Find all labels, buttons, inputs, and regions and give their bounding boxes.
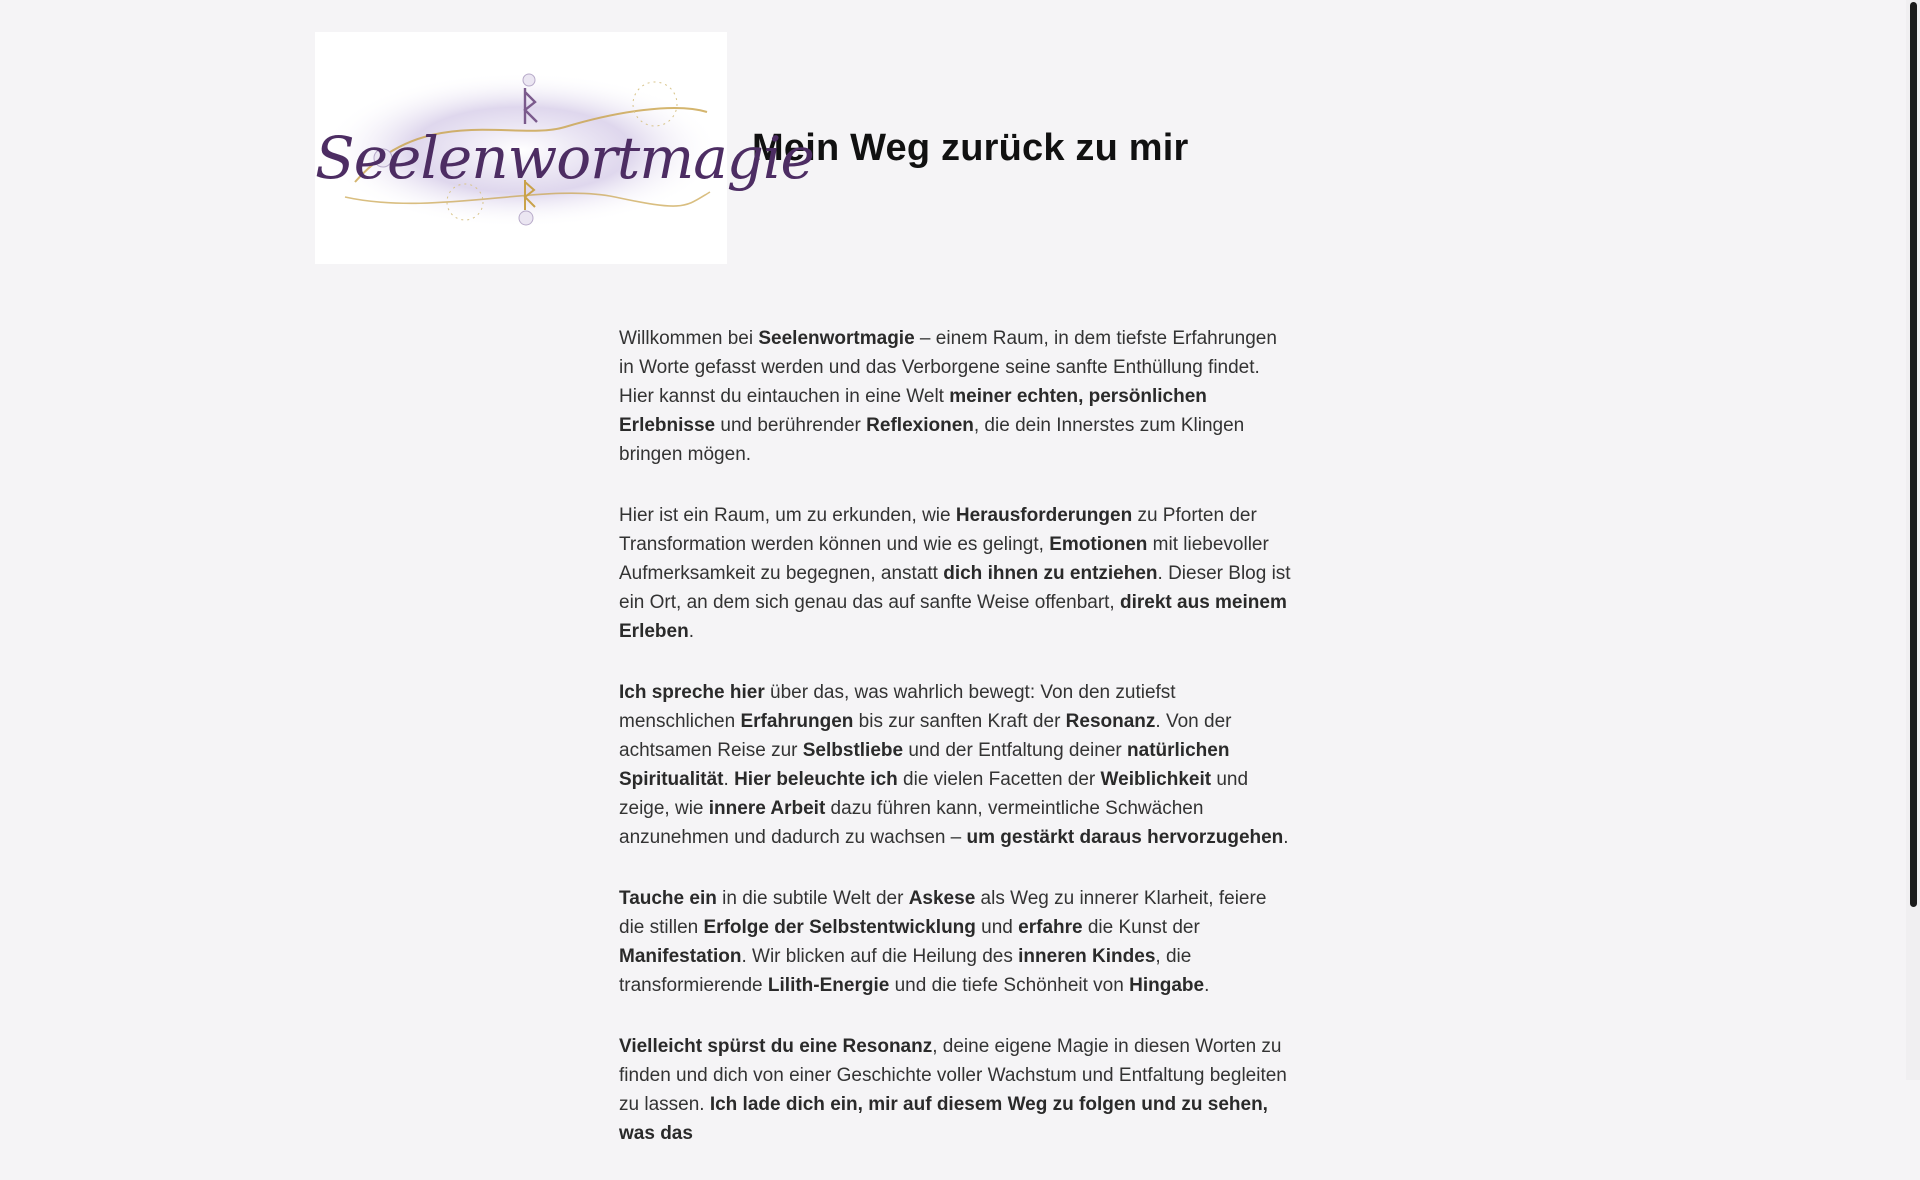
emphasis-text: direkt aus meinem Erleben <box>619 592 1287 642</box>
intro-paragraph-5 <box>619 1032 1291 1148</box>
paragraph-text: . <box>688 621 694 642</box>
paragraph-text: und der Entfaltung deiner <box>903 740 1128 761</box>
site-header <box>315 32 1189 264</box>
paragraph-text: die Kunst der <box>1082 917 1200 938</box>
emphasis-text: Vielleicht spürst du eine Resonanz <box>619 1036 933 1057</box>
paragraph-text: . Von der achtsamen Reise zur <box>619 711 1232 761</box>
intro-paragraph-4 <box>619 884 1291 1000</box>
paragraph-text: in die subtile Welt der <box>716 888 909 909</box>
emphasis-text: Resonanz <box>1065 711 1156 732</box>
emphasis-text: Askese <box>908 888 976 909</box>
emphasis-text: innere Arbeit <box>708 798 826 819</box>
emphasis-text: Seelenwortmagie <box>758 328 915 349</box>
paragraph-text: mit liebevoller Aufmerksamkeit zu begegnen, anstatt <box>619 534 1269 584</box>
emphasis-text: meiner echten, persönlichen Erlebnisse <box>619 386 1207 436</box>
logo-wordmark: Seelenwortmagie <box>315 124 814 192</box>
site-logo[interactable] <box>315 32 814 264</box>
emphasis-text: Ich lade dich ein, mir auf diesem Weg zu folgen und zu sehen, was das <box>619 1094 1268 1144</box>
page-scrollbar[interactable] <box>1906 0 1920 1080</box>
article-content <box>619 324 1291 1180</box>
paragraph-text: Hier ist ein Raum, um zu erkunden, wie <box>619 505 956 526</box>
paragraph-text: und zeige, wie <box>619 769 1249 819</box>
intro-paragraph-1 <box>619 324 1291 469</box>
paragraph-text: . Dieser Blog ist ein Ort, an dem sich genau das auf sanfte Weise offenbart, <box>619 563 1291 613</box>
emphasis-text: Manifestation <box>619 946 742 967</box>
logo-pearl-bottom <box>519 211 533 225</box>
paragraph-text: und <box>975 917 1019 938</box>
emphasis-text: Lilith-Energie <box>767 975 890 996</box>
emphasis-text: Erfolge der Selbstentwicklung <box>703 917 976 938</box>
emphasis-text: um gestärkt daraus hervorzugehen <box>966 827 1284 848</box>
intro-paragraph-2 <box>619 501 1291 646</box>
emphasis-text: Herausforderungen <box>955 505 1133 526</box>
emphasis-text: Emotionen <box>1049 534 1148 555</box>
emphasis-text: Hier beleuchte ich <box>734 769 898 790</box>
logo-pearl-top <box>523 74 535 86</box>
paragraph-text: Willkommen bei <box>619 328 759 349</box>
paragraph-text: zu Pforten der Transformation werden können und wie es gelingt, <box>619 505 1257 555</box>
emphasis-text: Hingabe <box>1129 975 1205 996</box>
emphasis-text: Ich spreche hier <box>619 682 765 703</box>
emphasis-text: erfahre <box>1018 917 1083 938</box>
paragraph-text: über das, was wahrlich bewegt: Von den zutiefst menschlichen <box>619 682 1176 732</box>
paragraph-text: und die tiefe Schönheit von <box>889 975 1130 996</box>
emphasis-text: Tauche ein <box>619 888 717 909</box>
paragraph-text: und berührender <box>715 415 867 436</box>
emphasis-text: Reflexionen <box>866 415 974 436</box>
scrollbar-thumb[interactable] <box>1910 2 1917 907</box>
paragraph-text: . <box>1283 827 1289 848</box>
site-title[interactable]: Mein Weg zurück zu mir <box>752 126 1189 169</box>
emphasis-text: Weiblichkeit <box>1100 769 1212 790</box>
emphasis-text: natürlichen Spiritualität <box>619 740 1230 790</box>
emphasis-text: Selbstliebe <box>802 740 904 761</box>
emphasis-text: dich ihnen zu entziehen <box>943 563 1158 584</box>
paragraph-text: bis zur sanften Kraft der <box>853 711 1066 732</box>
intro-paragraph-3 <box>619 678 1291 852</box>
paragraph-text: . <box>1204 975 1210 996</box>
paragraph-text: , die transformierende <box>619 946 1192 996</box>
emphasis-text: inneren Kindes <box>1018 946 1156 967</box>
emphasis-text: Erfahrungen <box>740 711 854 732</box>
paragraph-text: dazu führen kann, vermeintliche Schwächen anzunehmen und dadurch zu wachsen – <box>619 798 1204 848</box>
paragraph-text: – einem Raum, in dem tiefste Erfahrungen in Worte gefasst werden und das Verborgene seine sanfte Enthüllung findet. Hier kannst du eintauchen in eine Welt <box>619 328 1277 407</box>
paragraph-text: . Wir blicken auf die Heilung des <box>741 946 1019 967</box>
paragraph-text: , deine eigene Magie in diesen Worten zu finden und dich von einer Geschichte voller Wachstum und Entfaltung begleiten zu lassen. <box>619 1036 1287 1115</box>
paragraph-text: . <box>723 769 735 790</box>
paragraph-text: , die dein Innerstes zum Klingen bringen mögen. <box>619 415 1245 465</box>
paragraph-text: die vielen Facetten der <box>897 769 1101 790</box>
paragraph-text: als Weg zu innerer Klarheit, feiere die stillen <box>619 888 1267 938</box>
